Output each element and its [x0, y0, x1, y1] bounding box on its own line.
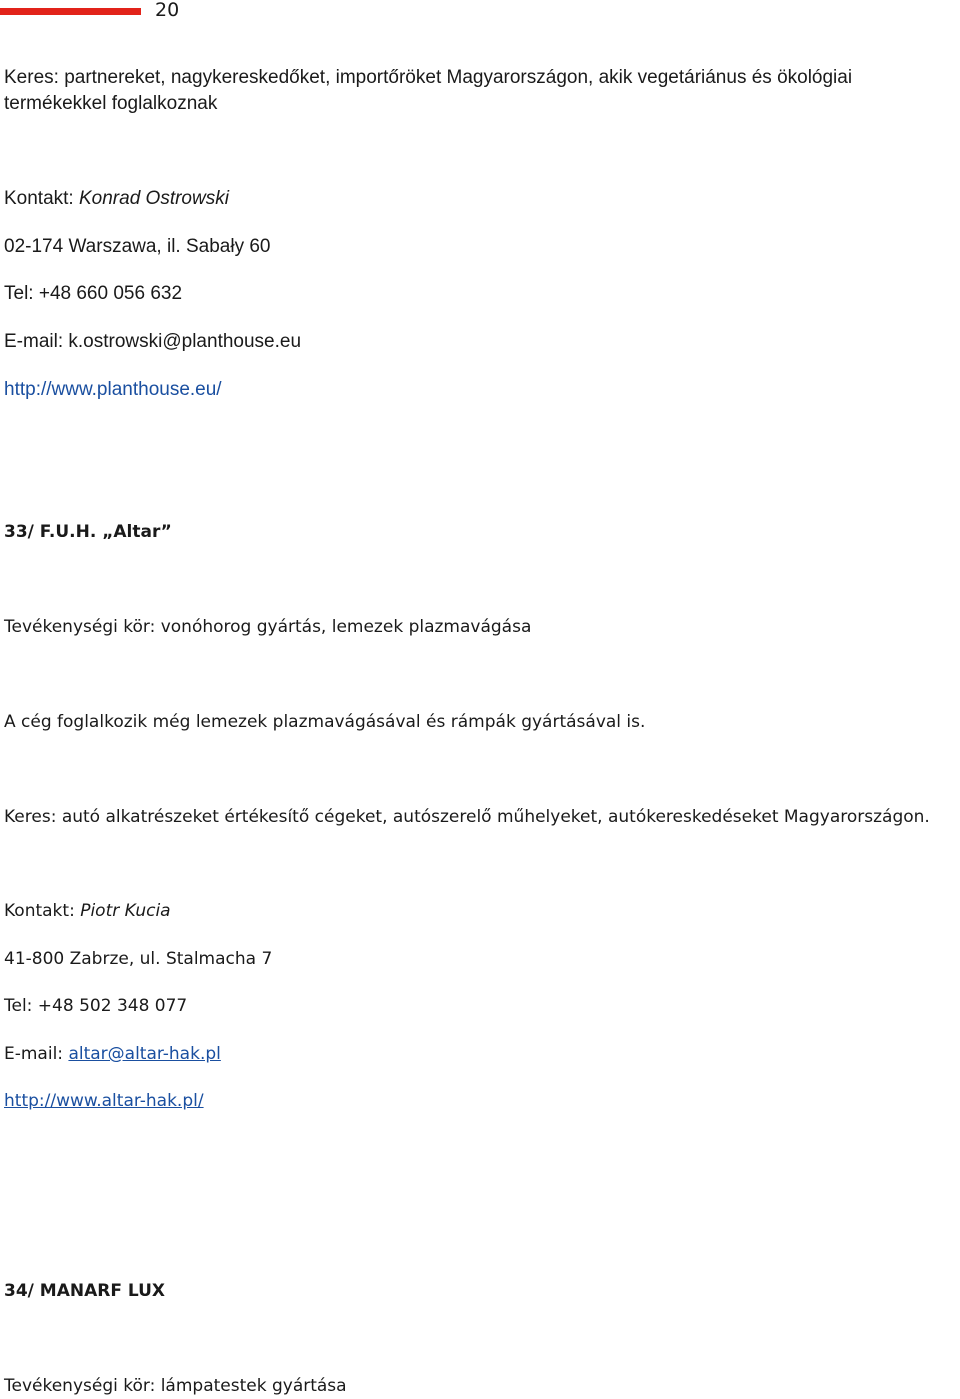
page-number: 20: [155, 0, 180, 21]
contact-line: [4, 899, 171, 923]
telephone: Tel: +48 502 348 077: [4, 996, 188, 1016]
header-accent-bar: [0, 8, 141, 15]
email: E-mail: k.ostrowski@planthouse.eu: [4, 331, 302, 352]
contact-label: Kontakt:: [4, 901, 81, 921]
contact-line: [4, 187, 229, 211]
email-line: [4, 1042, 221, 1066]
search-text-line2: termékekkel foglalkoznak: [4, 93, 218, 114]
address: 41-800 Zabrze, ul. Stalmacha 7: [4, 949, 273, 969]
activity-text: Tevékenységi kör: vonóhorog gyártás, lemezek plazmavágása: [4, 617, 532, 637]
description-text: A cég foglalkozik még lemezek plazmavágásával és rámpák gyártásával is.: [4, 712, 646, 732]
contact-name: Konrad Ostrowski: [79, 188, 229, 209]
website-link[interactable]: http://www.altar-hak.pl/: [4, 1091, 204, 1111]
address: 02-174 Warszawa, il. Sabały 60: [4, 236, 271, 257]
website-link[interactable]: http://www.planthouse.eu/: [4, 379, 222, 400]
activity-text: Tevékenységi kör: lámpatestek gyártása: [4, 1376, 347, 1396]
search-text: Keres: autó alkatrészeket értékesítő cégeket, autószerelő műhelyeket, autókereskedéseket Magyarországon.: [4, 807, 930, 827]
email-label: E-mail:: [4, 1044, 69, 1064]
telephone: Tel: +48 660 056 632: [4, 283, 183, 304]
email-link[interactable]: altar@altar-hak.pl: [68, 1044, 221, 1064]
contact-label: Kontakt:: [4, 188, 79, 209]
company-heading-manarf: 34/ MANARF LUX: [4, 1281, 166, 1301]
search-text-line1: Keres: partnereket, nagykereskedőket, importőröket Magyarországon, akik vegetáriánus és ökológiai: [4, 67, 853, 88]
company-heading-altar: 33/ F.U.H. „Altar”: [4, 522, 172, 542]
contact-name: Piotr Kucia: [80, 901, 171, 921]
